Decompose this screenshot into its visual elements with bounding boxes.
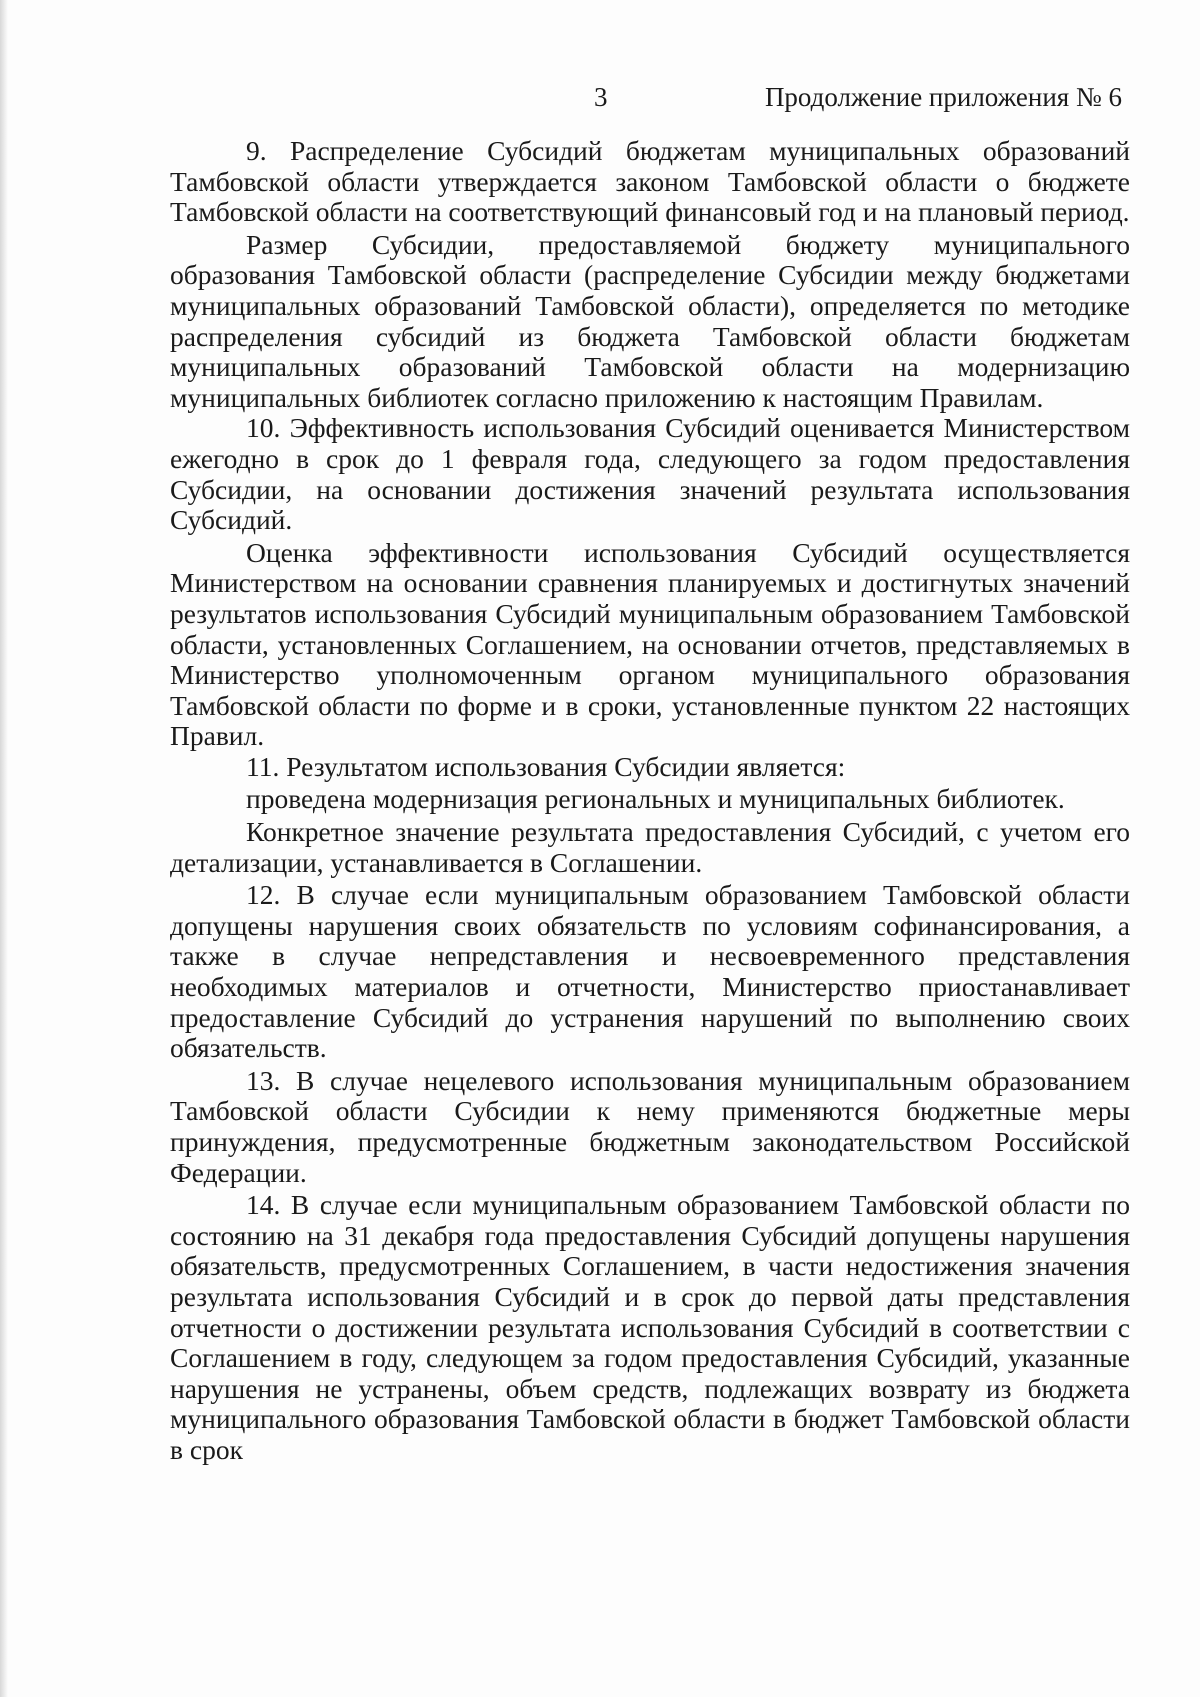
page-number: 3 xyxy=(594,82,608,112)
paragraph-result-value: Конкретное значение результата предоставления Субсидий, с учетом его детализации, устанавливается в Соглашении. xyxy=(170,816,1130,878)
paragraph-10: 10. Эффективность использования Субсидий оценивается Министерством ежегодно в срок до 1 февраля года, следующего за годом предоставления Субсидии, на основании достижения значений результата использования Субсидий. xyxy=(170,412,1130,536)
appendix-continuation-note: Продолжение приложения № 6 xyxy=(764,82,1122,112)
page-header xyxy=(0,82,1200,122)
paragraph-12: 12. В случае если муниципальным образованием Тамбовской области допущены нарушения своих обязательств по условиям софинансирования, а также в случае непредставления и несвоевременного представления необходимых материалов и отчетности, Министерство приостанавливает предоставление Субсидий до устранения нарушений по выполнению своих обязательств. xyxy=(170,879,1130,1064)
paragraph-efficiency-evaluation: Оценка эффективности использования Субсидий осуществляется Министерством на основании сравнения планируемых и достигнутых значений результатов использования Субсидий муниципальным образованием Тамбовской области, установленных Соглашением, на основании отчетов, представляемых в Министерство уполномоченным органом муниципального образования Тамбовской области по форме и в сроки, установленные пунктом 22 настоящих Правил. xyxy=(170,536,1130,752)
paragraph-11: 11. Результатом использования Субсидии является: xyxy=(246,750,846,782)
paragraph-subsidy-size: Размер Субсидии, предоставляемой бюджету муниципального образования Тамбовской области (распределение Субсидии между бюджетами муниципальных образований Тамбовской области), определяется по методике распределения субсидий из бюджета Тамбовской области бюджетам муниципальных образований Тамбовской области на модернизацию муниципальных библиотек согласно приложению к настоящим Правилам. xyxy=(170,228,1130,413)
paragraph-14: 14. В случае если муниципальным образованием Тамбовской области по состоянию на 31 декабря года предоставления Субсидий допущены нарушения обязательств, предусмотренных Соглашением, в части недостижения значения результата использования Субсидий и в срок до первой даты представления отчетности о достижении результата использования Субсидий в соответствии с Соглашением в году, следующем за годом предоставления Субсидий, указанные нарушения не устранены, объем средств, подлежащих возврату из бюджета муниципального образования Тамбовской области в бюджет Тамбовской области в срок xyxy=(170,1189,1130,1465)
paragraph-13: 13. В случае нецелевого использования муниципальным образованием Тамбовской области Субсидии к нему применяются бюджетные меры принуждения, предусмотренные бюджетным законодательством Российской Федерации. xyxy=(170,1064,1130,1188)
scan-edge-shadow xyxy=(0,0,8,1697)
paragraph-9: 9. Распределение Субсидий бюджетам муниципальных образований Тамбовской области утверждается законом Тамбовской области о бюджете Тамбовской области на соответствующий финансовый год и на плановый период. xyxy=(170,135,1130,228)
document-body xyxy=(170,136,1130,1466)
paragraph-result-modernization: проведена модернизация региональных и муниципальных библиотек. xyxy=(246,783,1065,815)
